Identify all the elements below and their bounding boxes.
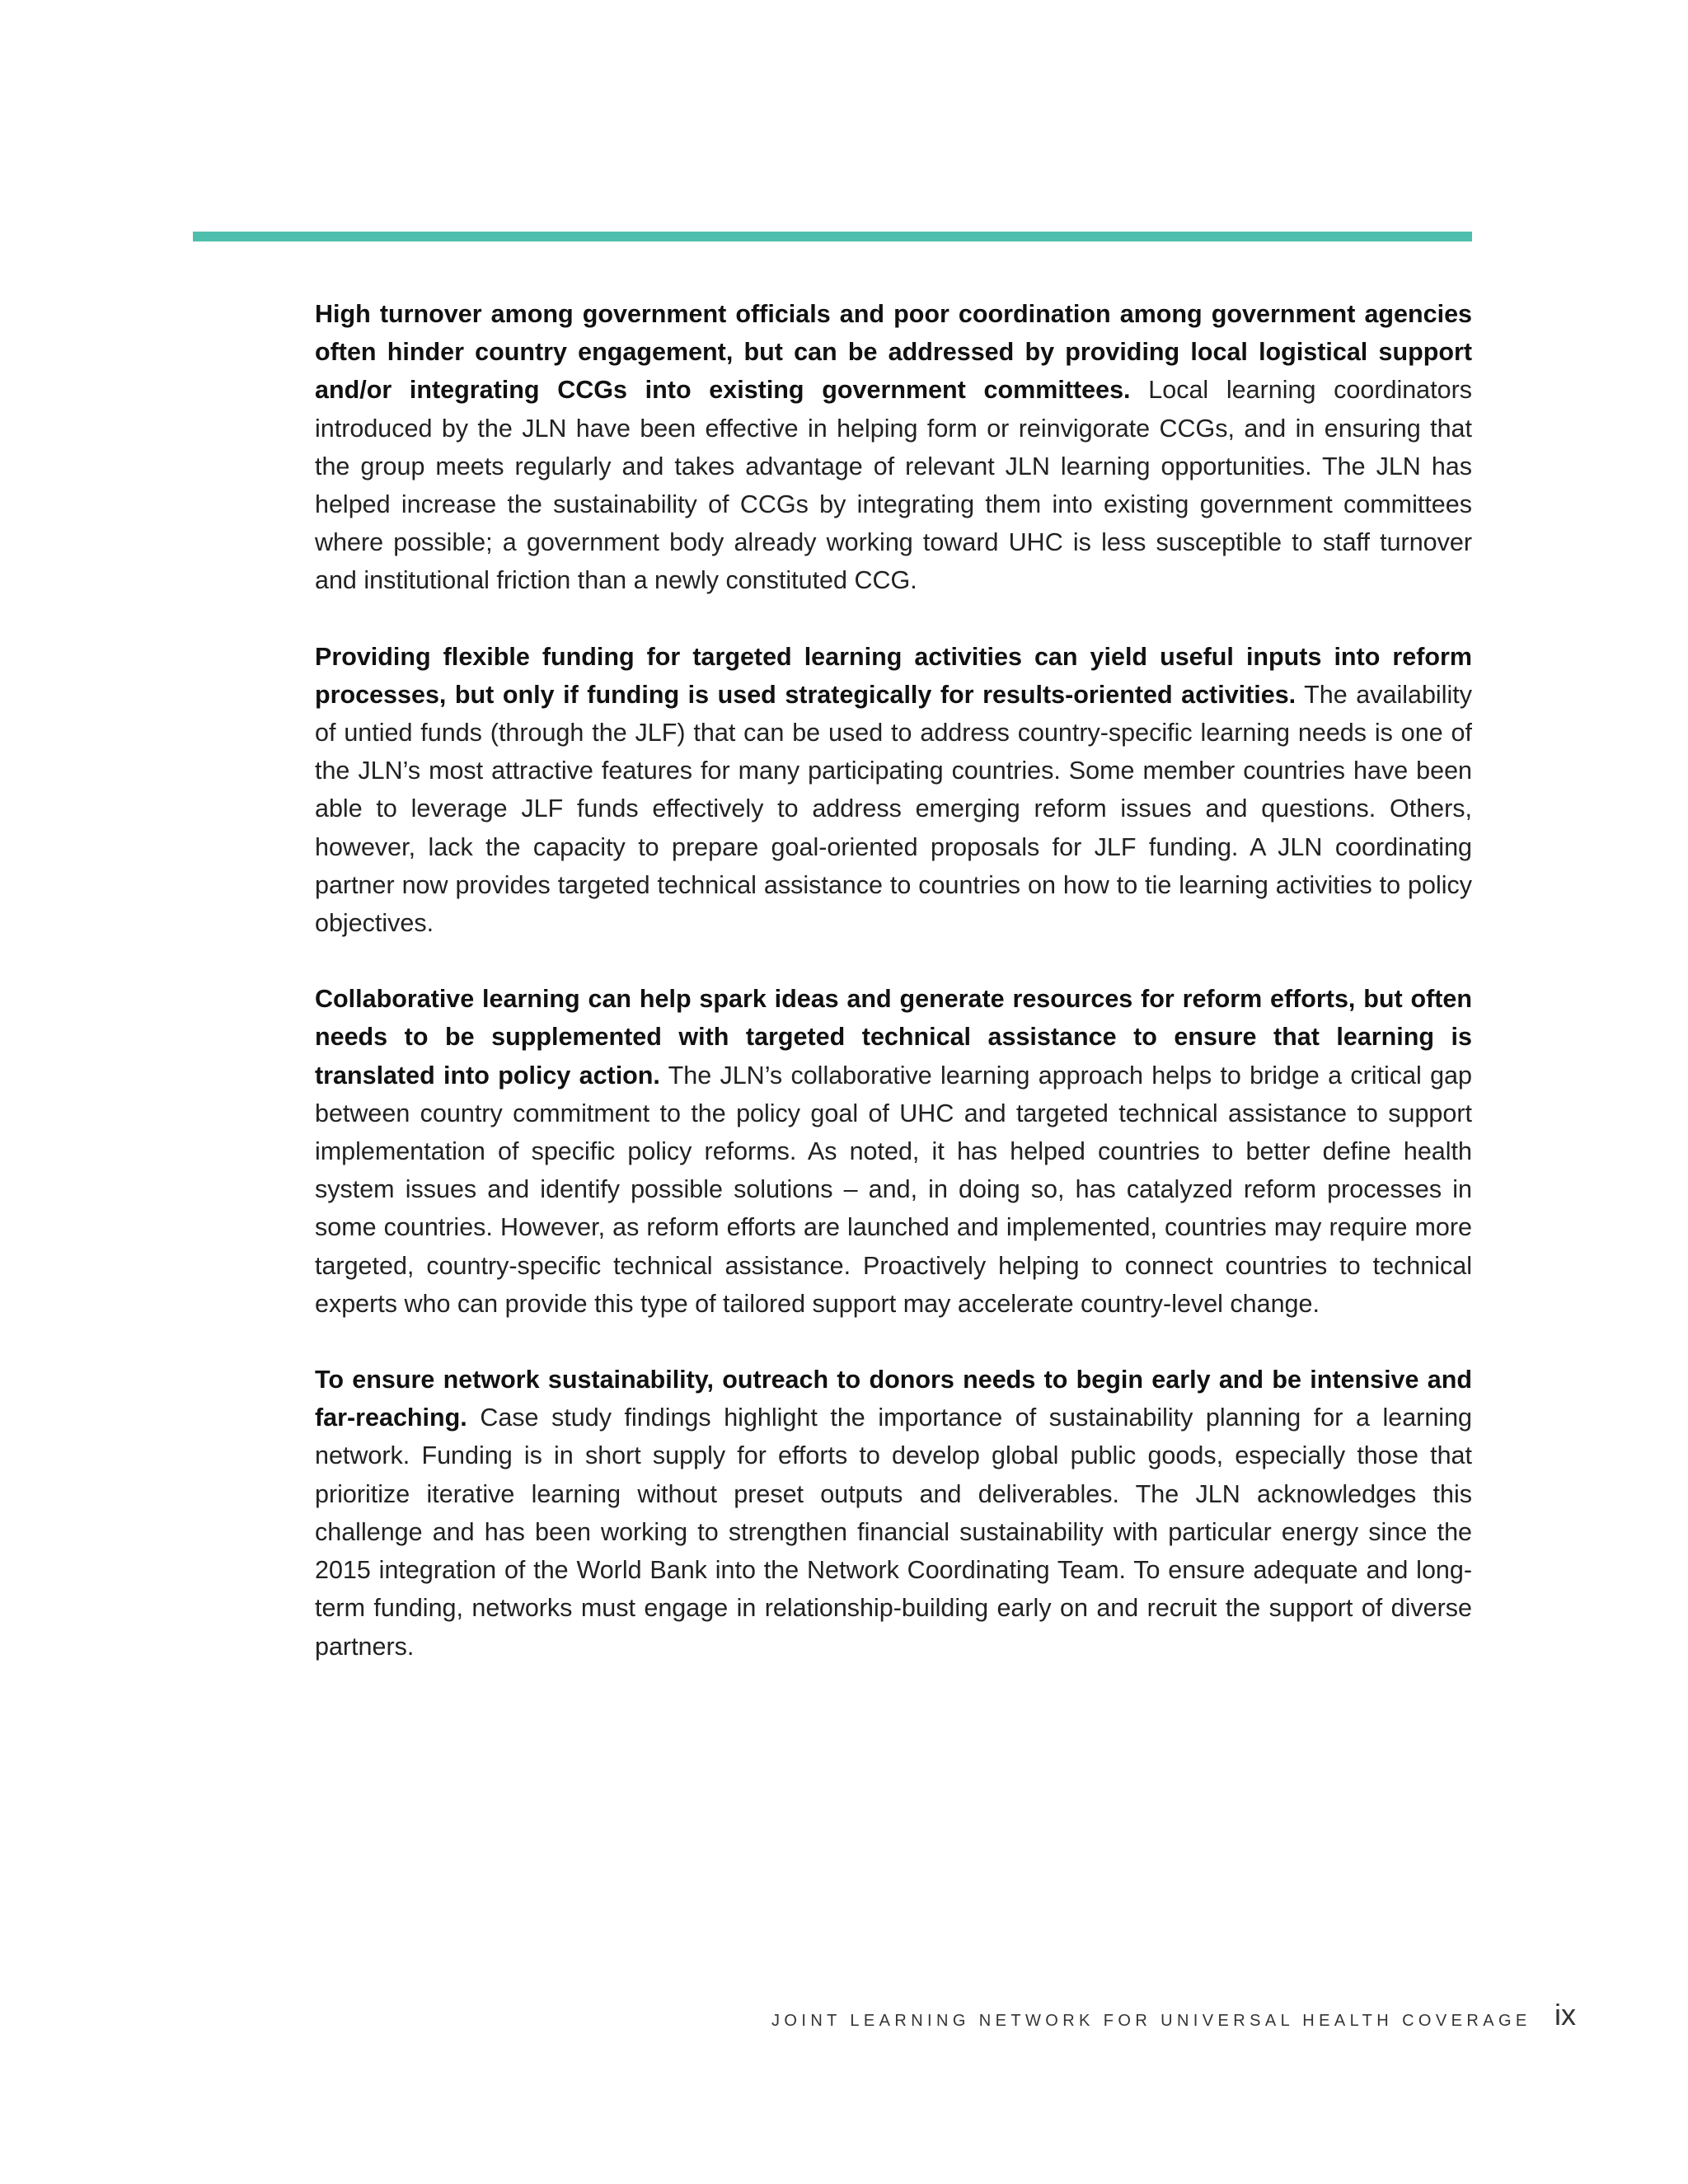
paragraph-lead: High turnover among government officials and poor coordination among government agencies often hinder country engagement, but can be addressed by providing local logistical support and/or integrating CCGs into existing government committees. — [315, 300, 1472, 405]
footer-publication-title: JOINT LEARNING NETWORK FOR UNIVERSAL HEALTH COVERAGE — [771, 2012, 1531, 2030]
paragraph-body: Local learning coordinators introduced by the JLN have been effective in helping form or reinvigorate CCGs, and in ensuring that the group meets regularly and takes advantage of relevant JLN learning opportunities. The JLN has helped increase the sustainability of CCGs by integrating them into existing government committees where possible; a government body already working toward UHC is less susceptible to staff turnover and institutional friction than a newly constituted CCG. — [315, 376, 1472, 595]
main-content — [315, 295, 1472, 1704]
page-number: ix — [1554, 1998, 1576, 2032]
paragraph-lead: Providing flexible funding for targeted learning activities can yield useful inputs into reform processes, but only if funding is used strategically for results-oriented activities. — [315, 642, 1472, 709]
paragraph-body: The JLN’s collaborative learning approach helps to bridge a critical gap between country commitment to the policy goal of UHC and targeted technical assistance to support implementation of specific policy reforms. As noted, it has helped countries to better define health system issues and identify possible solutions – and, in doing so, has catalyzed reform processes in some countries. However, as reform efforts are launched and implemented, countries may require more targeted, country-specific technical assistance. Proactively helping to connect countries to technical experts who can provide this type of tailored support may accelerate country-level change. — [315, 1061, 1472, 1318]
paragraph-body: The availability of untied funds (through the JLF) that can be used to address country-specific learning needs is one of the JLN’s most attractive features for many participating countries. Some member countries have been able to leverage JLF funds effectively to address emerging reform issues and questions. Others, however, lack the capacity to prepare goal-oriented proposals for JLF funding. A JLN coordinating partner now provides targeted technical assistance to countries on how to tie learning activities to policy objectives. — [315, 680, 1472, 938]
paragraph-body: Case study findings highlight the importance of sustainability planning for a learning network. Funding is in short supply for efforts to develop global public goods, especially those that prioritize iterative learning without preset outputs and deliverables. The JLN acknowledges this challenge and has been working to strengthen financial sustainability with particular energy since the 2015 integration of the World Bank into the Network Coordinating Team. To ensure adequate and long-term funding, networks must engage in relationship-building early on and recruit the support of diverse partners. — [315, 1404, 1472, 1661]
paragraph-lead: To ensure network sustainability, outreach to donors needs to begin early and be intensive and far-reaching. — [315, 1366, 1472, 1432]
paragraph-turnover — [315, 295, 1472, 600]
paragraph-network-sustainability — [315, 1361, 1472, 1666]
paragraph-lead: Collaborative learning can help spark ideas and generate resources for reform efforts, but often needs to be supplemented with targeted technical assistance to ensure that learning is translated into policy action. — [315, 985, 1472, 1090]
paragraph-collaborative-learning — [315, 980, 1472, 1323]
top-accent-rule — [193, 232, 1472, 241]
paragraph-flexible-funding — [315, 638, 1472, 943]
